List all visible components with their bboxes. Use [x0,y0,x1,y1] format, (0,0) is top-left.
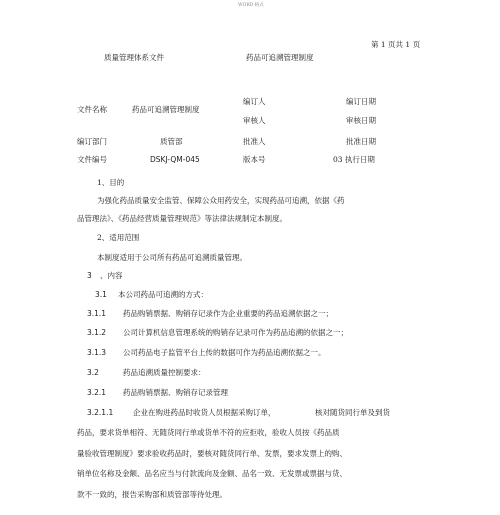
section-3-1-3-number: 3.1.3 [87,348,107,357]
section-1-line-1: 为强化药品质量安全监管、保障公众用药安全，实现药品可追溯，依据《药 [97,196,345,205]
section-3-2-1-1-text-a: 企业在购进药品时收货人员根据采购订单， [133,408,276,417]
section-3-1-1-text: 药品购销票据、购销存记录作为企业重要的药品追溯依据之一； [123,309,333,318]
meta-file-no-value: DSKJ-QM-045 [150,155,200,164]
meta-pizhun-ren: 批准人 [243,137,266,146]
section-2-line-1: 本制度适用于公司所有药品可追溯质量管理。 [97,253,247,262]
meta-exec-date: 03 执行日期 [333,155,375,164]
section-3-1-1-number: 3.1.1 [87,309,107,318]
meta-bianding-ren: 编订人 [243,97,266,106]
section-3-1-number: 3.1 [95,290,107,299]
section-3-1-text: 本公司药品可追溯的方式： [118,290,208,299]
section-3-1-2-text: 公司计算机信息管理系统的购销存记录可作为药品追溯的依据之一； [123,328,348,337]
section-3-2-1-1-number: 3.2.1.1 [87,408,114,417]
meta-pizhun-riqi: 批准日期 [346,137,376,146]
paragraph-line-4: 款不一致的，报告采购部和质管部等待处理。 [77,490,227,499]
section-2-title: 2、适用范围 [97,233,140,242]
page-number: 第 1 页共 1 页 [371,40,421,49]
meta-dept-value: 质管部 [160,137,183,146]
paragraph-line-1: 药品，要求货单相符、无随货同行单或货单不符的应拒收，验收人员按《药品质 [77,428,340,437]
section-3-2-1-number: 3.2.1 [87,388,107,397]
section-3-2-text: 药品追溯质量控制要求： [123,368,206,377]
meta-shenhe-riqi: 审核日期 [346,116,376,125]
meta-file-name-value: 药品可追溯管理制度 [132,105,200,114]
meta-dept-label: 编订部门 [77,137,107,146]
paragraph-line-3: 销单位名称及金额、品名应当与付款流向及金额、品名一致、无发票或票据与货、 [77,469,347,478]
section-3-1-3-text: 公司药品电子监管平台上传的数据可作为药品追溯依据之一。 [123,348,326,357]
section-3-number: 3 [87,271,92,280]
section-1-line-2: 品管理法》、《药品经营质量管理规范》等法律法规制定本制度。 [77,214,287,223]
header-title: 药品可追溯管理制度 [246,53,314,62]
meta-bianding-riqi: 编订日期 [346,97,376,106]
meta-file-name-label: 文件名称 [77,105,107,114]
section-3-2-1-text: 药品购销票据、购销存记录管理 [123,388,228,397]
section-3-2-1-1-text-b: 核对随货同行单及到货 [315,408,390,417]
meta-version-label: 版本号 [243,155,266,164]
section-3-title: 、内容 [100,271,123,280]
watermark: WORD 格式 [238,3,264,8]
section-1-title: 1、目的 [97,178,125,187]
section-3-2-number: 3.2 [87,368,99,377]
section-3-1-2-number: 3.1.2 [87,328,107,337]
paragraph-line-2: 量验收管理制度》要求验收药品时，要核对随货同行单、发票，要求发票上的购、 [77,449,347,458]
header-left-label: 质量管理体系文件 [104,53,164,62]
meta-shenhe-ren: 审核人 [243,116,266,125]
meta-file-no-label: 文件编号 [77,155,107,164]
